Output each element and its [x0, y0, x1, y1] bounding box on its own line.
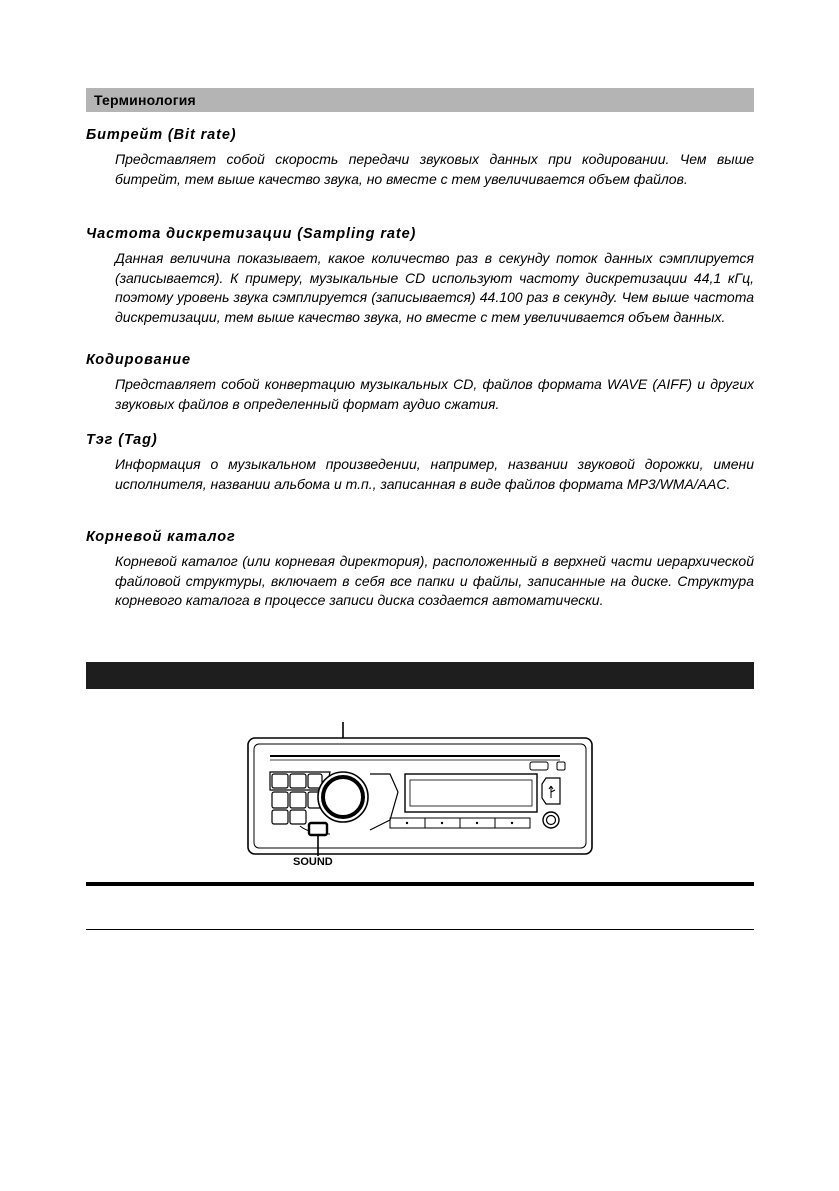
section-header-bar [86, 88, 754, 112]
term-heading: Тэг (Tag) [86, 432, 158, 448]
term-description: Представляет собой скорость передачи звуковых данных при кодировании. Чем выше битрейт, тем выше качество звука, но вместе с тем увеличивается объем файлов. [115, 151, 754, 187]
term-description: Корневой каталог (или корневая директория), расположенный в верхней части иерархической файловой структуры, включает в себя все папки и файлы, записанные на диске. Структура корневого каталога в процессе записи диска создается автоматически. [115, 553, 754, 608]
sound-button [309, 823, 327, 835]
term-description: Представляет собой конвертацию музыкальных CD, файлов формата WAVE (AIFF) и других звуковых файлов в определенный формат аудио сжатия. [115, 376, 754, 412]
preset-button [290, 774, 306, 788]
preset-button [272, 810, 288, 824]
preset-button [290, 792, 306, 808]
sound-button-callout-label: SOUND [293, 856, 333, 868]
term-heading: Битрейт (Bit rate) [86, 127, 237, 143]
preset-button [272, 774, 288, 788]
term-description: Данная величина показывает, какое количество раз в секунду поток данных сэмплируется (записывается). К примеру, музыкальные CD используют частоту дискретизации 44,1 кГц, поэтому уровень звука сэмплируется (записывается) 44.100 раз в секунду. Чем выше частота дискретизации, тем выше качество звука, но вместе с тем увеличивается объем данных. [115, 250, 754, 325]
thick-divider [86, 882, 754, 886]
term-description: Информация о музыкальном произведении, например, названии звуковой дорожки, имени исполнителя, названии альбома и т.п., записанная в виде файлов формата MP3/WMA/AAC. [115, 456, 754, 492]
term-bitrate [86, 126, 754, 189]
rotary-encoder-knob [318, 772, 368, 822]
aux-jack [543, 812, 559, 828]
dark-section-bar [86, 662, 754, 689]
term-root-directory [86, 528, 754, 611]
head-unit-illustration [230, 722, 610, 872]
section-title: Терминология [94, 92, 196, 108]
thin-divider [86, 929, 754, 930]
term-heading: Кодирование [86, 352, 191, 368]
term-heading: Частота дискретизации (Sampling rate) [86, 226, 417, 242]
term-encoding [86, 351, 754, 414]
preset-button [290, 810, 306, 824]
preset-button [272, 792, 288, 808]
term-tag [86, 431, 754, 494]
term-sampling-rate [86, 225, 754, 327]
term-heading: Корневой каталог [86, 529, 236, 545]
